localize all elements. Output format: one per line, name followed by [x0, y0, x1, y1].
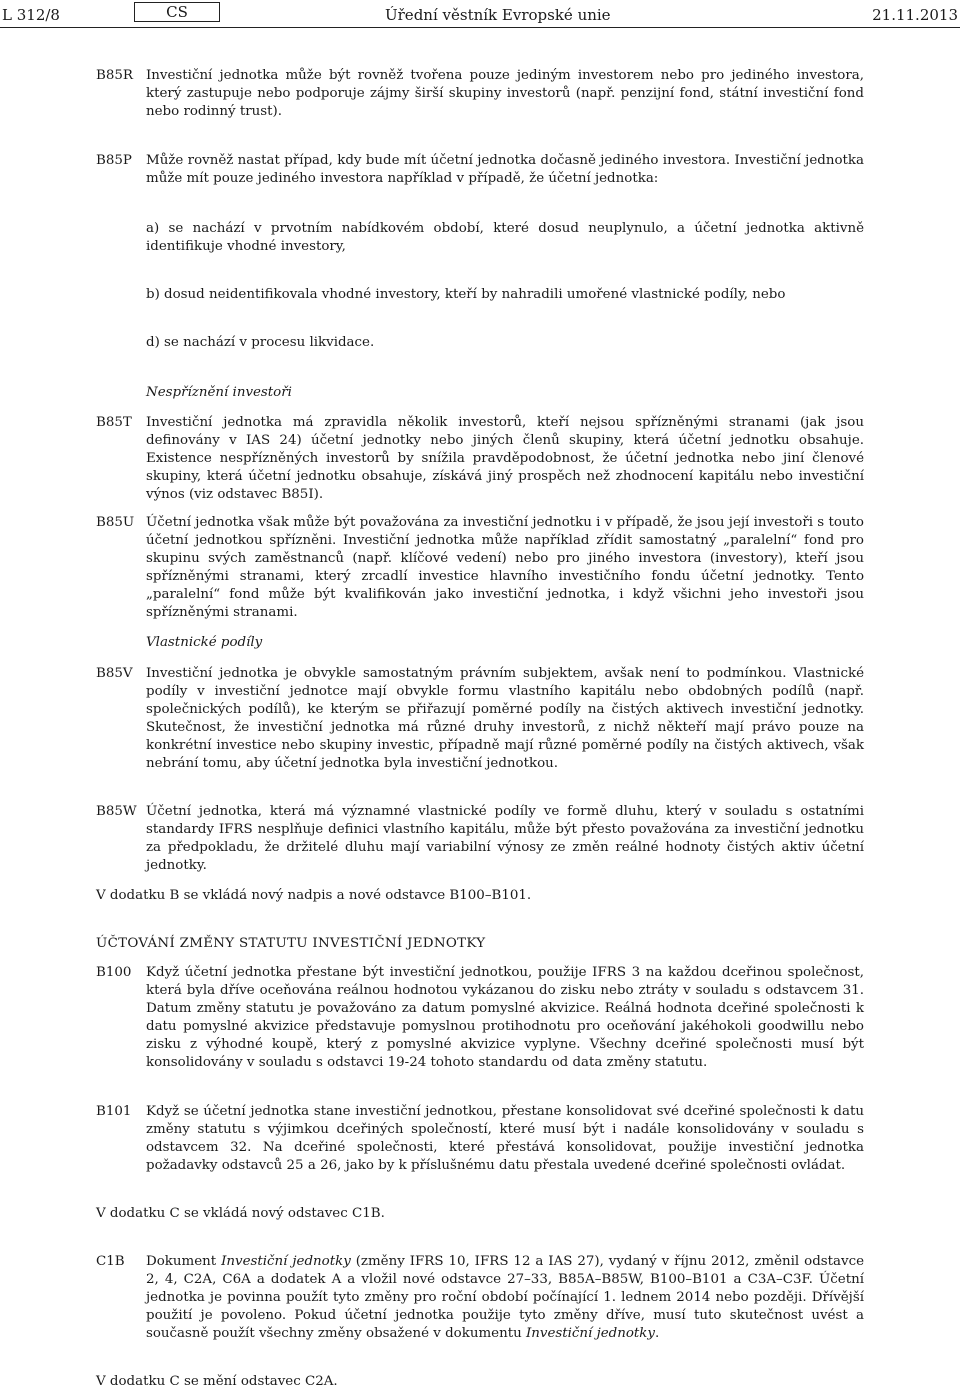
subheading-unrelated-investors: Nespříznění investoři [146, 385, 292, 400]
amendment-instruction-c1: V dodatku C se vkládá nový odstavec C1B. [96, 1206, 385, 1221]
language-badge: CS [134, 2, 220, 22]
journal-title: Úřední věstník Evropské unie [385, 6, 611, 24]
paragraph-code: B85U [96, 515, 135, 530]
paragraph-text: Účetní jednotka však může být považována za investiční jednotku i v případě, že jsou její investoři s touto účetní jednotkou spřízněni. Investiční jednotka může například zřídit samostatný „paralelní“ fond pro skupinu svých zaměstnanců (např. klíčové vedení) nebo pro jiného investora (investory), kteří jsou spřízněnými stranami, který zrcadlí investice hlavního investičního fondu účetní jednotky. Tento „paralelní“ fond může být kvalifikován jako investiční jednotka, i když všichni jeho investoři jsou spřízněnými stranami. [146, 515, 864, 620]
paragraph-code: B100 [96, 965, 132, 980]
page-number: L 312/8 [2, 6, 60, 24]
text-run: (změny IFRS 10, IFRS 12 a IAS 27), vydaný v říjnu 2012, změnil odstavce 2, 4, C2A, C6A a dodatek A a vložil nové odstavce 27–33, B85A–B85W, B100–B101 a C3A–C3F. Účetní jednotka je povinna použít tyto změny pro roční období počínající 1. lednem 2014 nebo později. Dřívější použití je povoleno. Pokud účetní jednotka použije tyto změny dříve, musí tuto skutečnost uvést a současně použít všechny změny obsažené v dokumentu [146, 1254, 864, 1341]
paragraph-b85p [0, 152, 960, 188]
paragraph-c1b [0, 1253, 960, 1343]
paragraph-text: Když se účetní jednotka stane investiční jednotkou, přestane konsolidovat své dceřiné společnosti k datu změny statutu s výjimkou dceřiných společností, které musí být i nadále konsolidovány v souladu s odstavcem 32. Na dceřiné společnosti, které přestává konsolidovat, použije investiční jednotka požadavky odstavců 25 a 26, jako by k příslušnému datu přestala uvedené dceřiné společnosti ovládat. [146, 1104, 864, 1173]
subheading-ownership-interests: Vlastnické podíly [146, 635, 263, 650]
list-item-text: b) dosud neidentifikovala vhodné investory, kteří by nahradili umořené vlastnické podíly, nebo [146, 287, 786, 302]
list-item-text: d) se nachází v procesu likvidace. [146, 335, 375, 350]
paragraph-code: B85T [96, 415, 132, 430]
amendment-instruction-c2: V dodatku C se mění odstavec C2A. [96, 1374, 338, 1389]
paragraph-code: B85V [96, 666, 133, 681]
paragraph-b85t [0, 414, 960, 504]
paragraph-text: Investiční jednotka má zpravidla několik investorů, kteří nejsou spřízněnými stranami (jak jsou definovány v IAS 24) účetní jednotky nebo jiných členů skupiny, která účetní jednotku obsahuje. Existence nespřízněných investorů by snížila pravděpodobnost, že účetní jednotka nebo jiní členové skupiny, která účetní jednotku obsahuje, získává jiný prospěch než zhodnocení kapitálu nebo investiční výnos (viz odstavec B85I). [146, 415, 864, 502]
paragraph-code: B101 [96, 1104, 132, 1119]
issue-date: 21.11.2013 [872, 6, 958, 24]
document-title: Investiční jednotky [525, 1326, 655, 1341]
text-run: . [654, 1326, 660, 1341]
list-item-b [0, 286, 960, 304]
paragraph-b85w [0, 803, 960, 875]
list-item-a [0, 220, 960, 256]
paragraph-b101 [0, 1103, 960, 1175]
paragraph-b100 [0, 964, 960, 1072]
text-run: Dokument [146, 1254, 222, 1269]
paragraph-b85u [0, 514, 960, 622]
list-item-d [0, 334, 960, 352]
document-title: Investiční jednotky [221, 1254, 351, 1269]
paragraph-code: B85P [96, 153, 132, 168]
paragraph-b85r [0, 67, 960, 121]
journal-header [0, 0, 960, 28]
amendment-instruction-b: V dodatku B se vkládá nový nadpis a nové odstavce B100–B101. [96, 888, 532, 903]
paragraph-text [146, 1253, 864, 1343]
paragraph-text: Účetní jednotka, která má významné vlastnické podíly ve formě dluhu, který v souladu s ostatními standardy IFRS nesplňuje definici vlastního kapitálu, může být přesto považována za investiční jednotku za předpokladu, že držitelé dluhu mají variabilní výnosy ze změn reálné hodnoty čistých aktiv účetní jednotky. [146, 804, 864, 873]
paragraph-text: Investiční jednotka může být rovněž tvořena pouze jediným investorem nebo pro jediného investora, který zastupuje nebo podporuje zájmy širší skupiny investorů (např. penzijní fond, státní investiční fond nebo rodinný trust). [146, 68, 864, 119]
list-item-text: a) se nachází v prvotním nabídkovém období, které dosud neuplynulo, a účetní jednotka aktivně identifikuje vhodné investory, [146, 221, 864, 254]
paragraph-text: Když účetní jednotka přestane být investiční jednotkou, použije IFRS 3 na každou dceřinou společnost, která byla dříve oceňována reálnou hodnotou vykázanou do zisku nebo ztráty v souladu s odstavcem 31. Datum změny statutu je považováno za datum pomyslné akvizice. Reálná hodnota dceřiné společnosti k datu pomyslné akvizice představuje pomyslnou protihodnotu pro oceňování jakéhokoli goodwillu nebo zisku z výhodné koupě, který z pomyslné akvizice vyplyne. Všechny dceřiné společnosti musí být konsolidovány v souladu s odstavci 19-24 tohoto standardu od data změny statutu. [146, 965, 864, 1070]
paragraph-code: B85W [96, 804, 137, 819]
paragraph-text: Investiční jednotka je obvykle samostatným právním subjektem, avšak není to podmínkou. Vlastnické podíly v investiční jednotce mají obvykle formu vlastního kapitálu nebo obdobných podílů (např. společnických podílů), ke kterým se přiřazují poměrné podíly na čistých aktivech investiční jednotky. Skutečnost, že investiční jednotka má různé druhy investorů, z nichž někteří mají právo pouze na konkrétní investice nebo skupiny investic, případně mají různé poměrné podíly na čistých aktivech, však nebrání tomu, aby účetní jednotka byla investiční jednotkou. [146, 666, 864, 771]
paragraph-code: C1B [96, 1254, 125, 1269]
paragraph-b85v [0, 665, 960, 773]
paragraph-code: B85R [96, 68, 133, 83]
paragraph-text: Může rovněž nastat případ, kdy bude mít účetní jednotka dočasně jediného investora. Investiční jednotka může mít pouze jediného investora například v případě, že účetní jednotka: [146, 153, 864, 186]
section-heading: ÚČTOVÁNÍ ZMĚNY STATUTU INVESTIČNÍ JEDNOTKY [96, 936, 486, 951]
